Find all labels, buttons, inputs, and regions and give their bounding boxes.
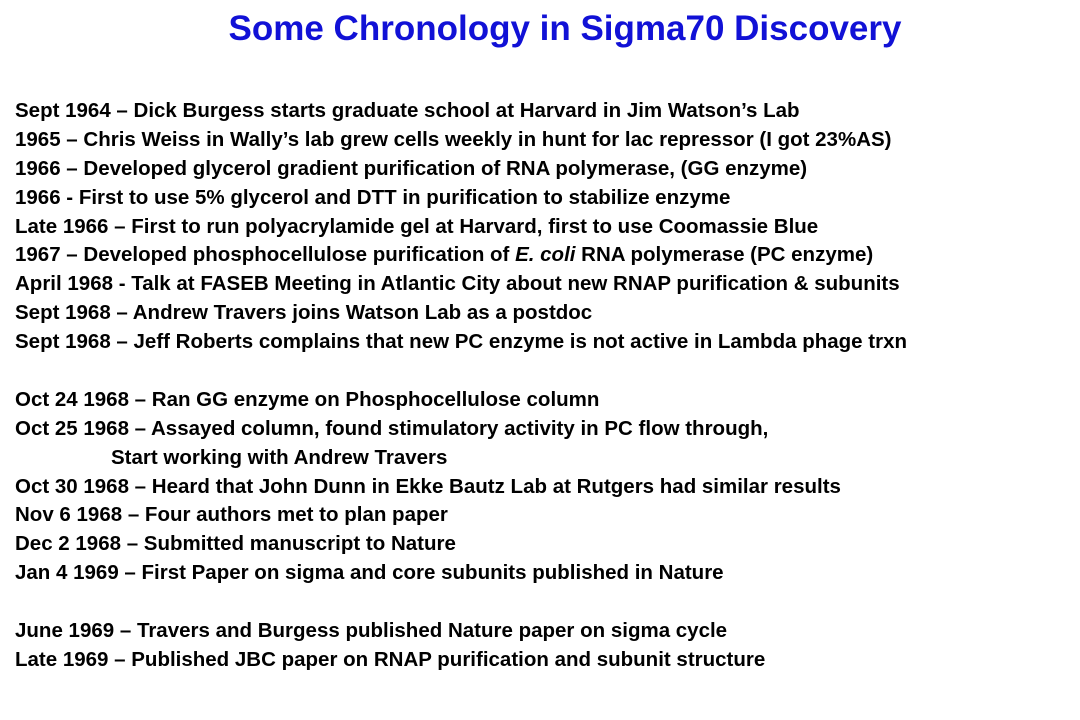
organism-name: E. coli [515, 243, 576, 267]
entry-text-after: RNA polymerase (PC enzyme) [575, 243, 874, 267]
timeline-entry-oct-25-1968: Oct 25 1968 – Assayed column, found stimulatory activity in PC flow through, [15, 416, 769, 440]
timeline-entry-1965: 1965 – Chris Weiss in Wally’s lab grew cells weekly in hunt for lac repressor (I got 23%AS) [15, 127, 892, 151]
timeline-entry-1966-gg-enzyme: 1966 – Developed glycerol gradient purification of RNA polymerase, (GG enzyme) [15, 156, 808, 180]
timeline-entry-1966-glycerol-dtt: 1966 - First to use 5% glycerol and DTT in purification to stabilize enzyme [15, 185, 731, 209]
chronology-list [15, 97, 907, 675]
timeline-entry-oct-24-1968: Oct 24 1968 – Ran GG enzyme on Phosphocellulose column [15, 387, 600, 411]
timeline-entry-sept-1968-roberts: Sept 1968 – Jeff Roberts complains that new PC enzyme is not active in Lambda phage trxn [15, 330, 907, 354]
timeline-entry-late-1966: Late 1966 – First to run polyacrylamide gel at Harvard, first to use Coomassie Blue [15, 214, 819, 238]
timeline-entry-jan-4-1969: Jan 4 1969 – First Paper on sigma and core subunits published in Nature [15, 561, 724, 585]
spacer-line [15, 588, 907, 617]
spacer-line [15, 357, 907, 386]
slide-title: Some Chronology in Sigma70 Discovery [228, 9, 902, 48]
timeline-entry-sept-1964: Sept 1964 – Dick Burgess starts graduate school at Harvard in Jim Watson’s Lab [15, 99, 800, 122]
timeline-entry-june-1969: June 1969 – Travers and Burgess published Nature paper on sigma cycle [15, 619, 728, 643]
timeline-entry-sept-1968-travers: Sept 1968 – Andrew Travers joins Watson Lab as a postdoc [15, 301, 593, 325]
timeline-entry-1967 [15, 241, 907, 270]
timeline-entry-oct-30-1968: Oct 30 1968 – Heard that John Dunn in Ekke Bautz Lab at Rutgers had similar results [15, 474, 841, 498]
timeline-entry-nov-6-1968: Nov 6 1968 – Four authors met to plan paper [15, 503, 448, 527]
entry-text-before: 1967 – Developed phosphocellulose purification of [15, 243, 516, 267]
timeline-entry-late-1969: Late 1969 – Published JBC paper on RNAP purification and subunit structure [15, 647, 766, 671]
timeline-entry-dec-2-1968: Dec 2 1968 – Submitted manuscript to Nature [15, 532, 456, 556]
timeline-entry-oct-25-1968-continued: Start working with Andrew Travers [111, 445, 448, 469]
timeline-entry-april-1968: April 1968 - Talk at FASEB Meeting in Atlantic City about new RNAP purification & subunits [15, 272, 900, 296]
